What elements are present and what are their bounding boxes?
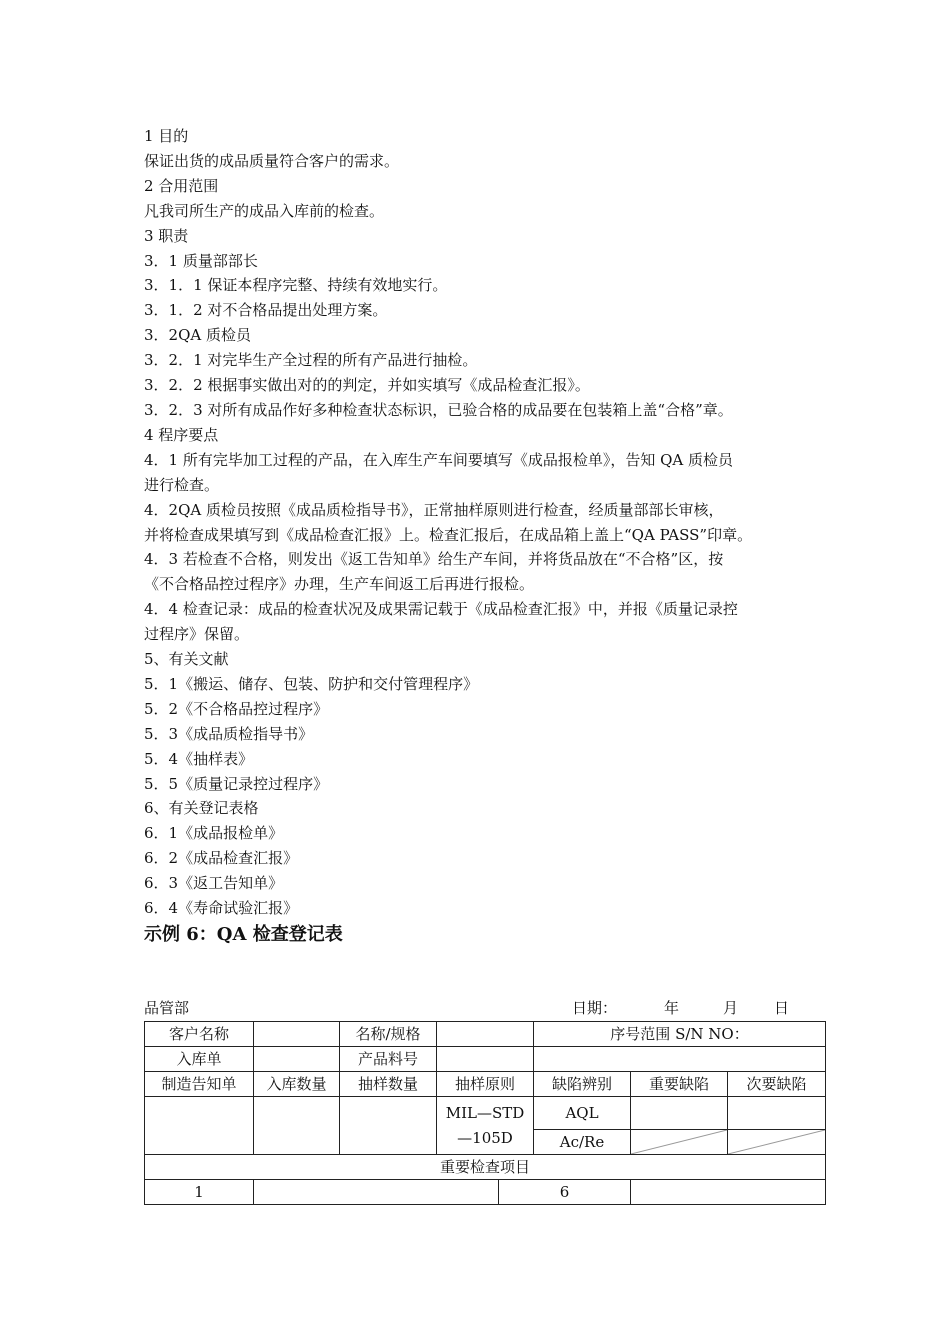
qa-inspection-table <box>144 1021 826 1205</box>
diagonal-line <box>728 1130 825 1154</box>
column-header: 重要缺陷 <box>631 1072 728 1097</box>
doc-line: 3．1．1 保证本程序完整、持续有效地实行。 <box>144 276 448 295</box>
doc-line: 4 程序要点 <box>144 425 219 444</box>
doc-line: 2 合用范围 <box>144 176 219 195</box>
table-row <box>145 1072 826 1097</box>
doc-line: 6、有关登记表格 <box>144 799 259 818</box>
table-row <box>145 1022 826 1047</box>
doc-line: 6．1《成品报检单》 <box>144 824 284 843</box>
doc-line: 5．5《质量记录控过程序》 <box>144 774 329 793</box>
item-number: 1 <box>145 1180 254 1205</box>
doc-line: 4．1 所有完毕加工过程的产品，在入库生产车间要填写《成品报检单》，告知 QA 质检员 <box>144 450 734 469</box>
aql-label: AQL <box>534 1097 631 1130</box>
document-body <box>144 124 834 921</box>
year-label: 年 <box>664 999 680 1017</box>
important-items-header: 重要检查项目 <box>145 1155 826 1180</box>
column-header: 次要缺陷 <box>728 1072 826 1097</box>
warehouse-quantity-value[interactable] <box>254 1097 340 1155</box>
doc-line: 5．4《抽样表》 <box>144 749 254 768</box>
sampling-standard: MIL—STD—105D <box>437 1097 534 1155</box>
name-spec-label: 名称/规格 <box>340 1022 437 1047</box>
table-row <box>145 1155 826 1180</box>
doc-line: 《不合格品控过程序》办理，生产车间返工后再进行报检。 <box>144 575 535 594</box>
month-label: 月 <box>723 999 739 1017</box>
ac-re-major-value[interactable] <box>631 1130 728 1155</box>
part-number-value[interactable] <box>437 1047 534 1072</box>
doc-line: 6．4《寿命试验汇报》 <box>144 899 299 918</box>
doc-line: 3．1 质量部部长 <box>144 251 258 270</box>
form-header <box>144 997 825 1019</box>
doc-line: 3．2．2 根据事实做出对的的判定，并如实填写《成品检查汇报》。 <box>144 376 590 395</box>
manufacturing-notice-value[interactable] <box>145 1097 254 1155</box>
diagonal-line <box>631 1130 727 1154</box>
sn-range-value[interactable] <box>534 1047 826 1072</box>
table-row <box>145 1180 826 1205</box>
ac-re-minor-value[interactable] <box>728 1130 826 1155</box>
name-spec-value[interactable] <box>437 1022 534 1047</box>
column-header: 入库数量 <box>254 1072 340 1097</box>
sn-range-label: 序号范围 S/N NO： <box>534 1022 826 1047</box>
warehouse-slip-value[interactable] <box>254 1047 340 1072</box>
date-label: 日期： <box>572 999 618 1017</box>
doc-line: 保证出货的成品质量符合客户的需求。 <box>144 151 400 170</box>
table-row <box>145 1047 826 1072</box>
doc-line: 进行检查。 <box>144 475 220 494</box>
doc-line: 5．3《成品质检指导书》 <box>144 724 314 743</box>
item-1-value[interactable] <box>254 1180 499 1205</box>
doc-line: 并将检查成果填写到《成品检查汇报》上。检查汇报后，在成品箱上盖上“QA PASS”印章。 <box>144 525 753 544</box>
column-header: 抽样原则 <box>437 1072 534 1097</box>
sample-quantity-value[interactable] <box>340 1097 437 1155</box>
example-title: 示例 6：QA 检查登记表 <box>144 924 343 945</box>
doc-line: 5、有关文献 <box>144 650 229 669</box>
doc-line: 6．3《返工告知单》 <box>144 874 284 893</box>
ac-re-label: Ac/Re <box>534 1130 631 1155</box>
doc-line: 1 目的 <box>144 127 189 145</box>
doc-line: 4．2QA 质检员按照《成品质检指导书》，正常抽样原则进行检查，经质量部部长审核， <box>144 500 724 519</box>
column-header: 缺陷辨别 <box>534 1072 631 1097</box>
doc-line: 3．2QA 质检员 <box>144 326 251 345</box>
column-header: 抽样数量 <box>340 1072 437 1097</box>
doc-line: 凡我司所生产的成品入库前的检查。 <box>144 201 385 220</box>
aql-minor-value[interactable] <box>728 1097 826 1130</box>
doc-line: 4．4 检查记录：成品的检查状况及成果需记载于《成品检查汇报》中，并报《质量记录控 <box>144 600 738 619</box>
customer-name-value[interactable] <box>254 1022 340 1047</box>
department-label: 品管部 <box>144 999 190 1017</box>
doc-line: 4．3 若检查不合格，则发出《返工告知单》给生产车间，并将货品放在“不合格”区，按 <box>144 550 724 569</box>
warehouse-slip-label: 入库单 <box>145 1047 254 1072</box>
doc-line: 3 职责 <box>144 226 189 245</box>
column-header: 制造告知单 <box>145 1072 254 1097</box>
customer-name-label: 客户名称 <box>145 1022 254 1047</box>
doc-line: 3．2．1 对完毕生产全过程的所有产品进行抽检。 <box>144 351 478 370</box>
doc-line: 6．2《成品检查汇报》 <box>144 849 299 868</box>
table-row <box>145 1097 826 1130</box>
item-number: 6 <box>499 1180 631 1205</box>
doc-line: 3．1．2 对不合格品提出处理方案。 <box>144 301 388 320</box>
day-label: 日 <box>774 999 790 1017</box>
doc-line: 5．2《不合格品控过程序》 <box>144 699 329 718</box>
item-6-value[interactable] <box>631 1180 826 1205</box>
doc-line: 3．2．3 对所有成品作好多种检查状态标识，已验合格的成品要在包装箱上盖“合格”章。 <box>144 400 733 419</box>
doc-line: 过程序》保留。 <box>144 625 250 644</box>
part-number-label: 产品料号 <box>340 1047 437 1072</box>
doc-line: 5．1《搬运、储存、包装、防护和交付管理程序》 <box>144 674 479 693</box>
aql-major-value[interactable] <box>631 1097 728 1130</box>
